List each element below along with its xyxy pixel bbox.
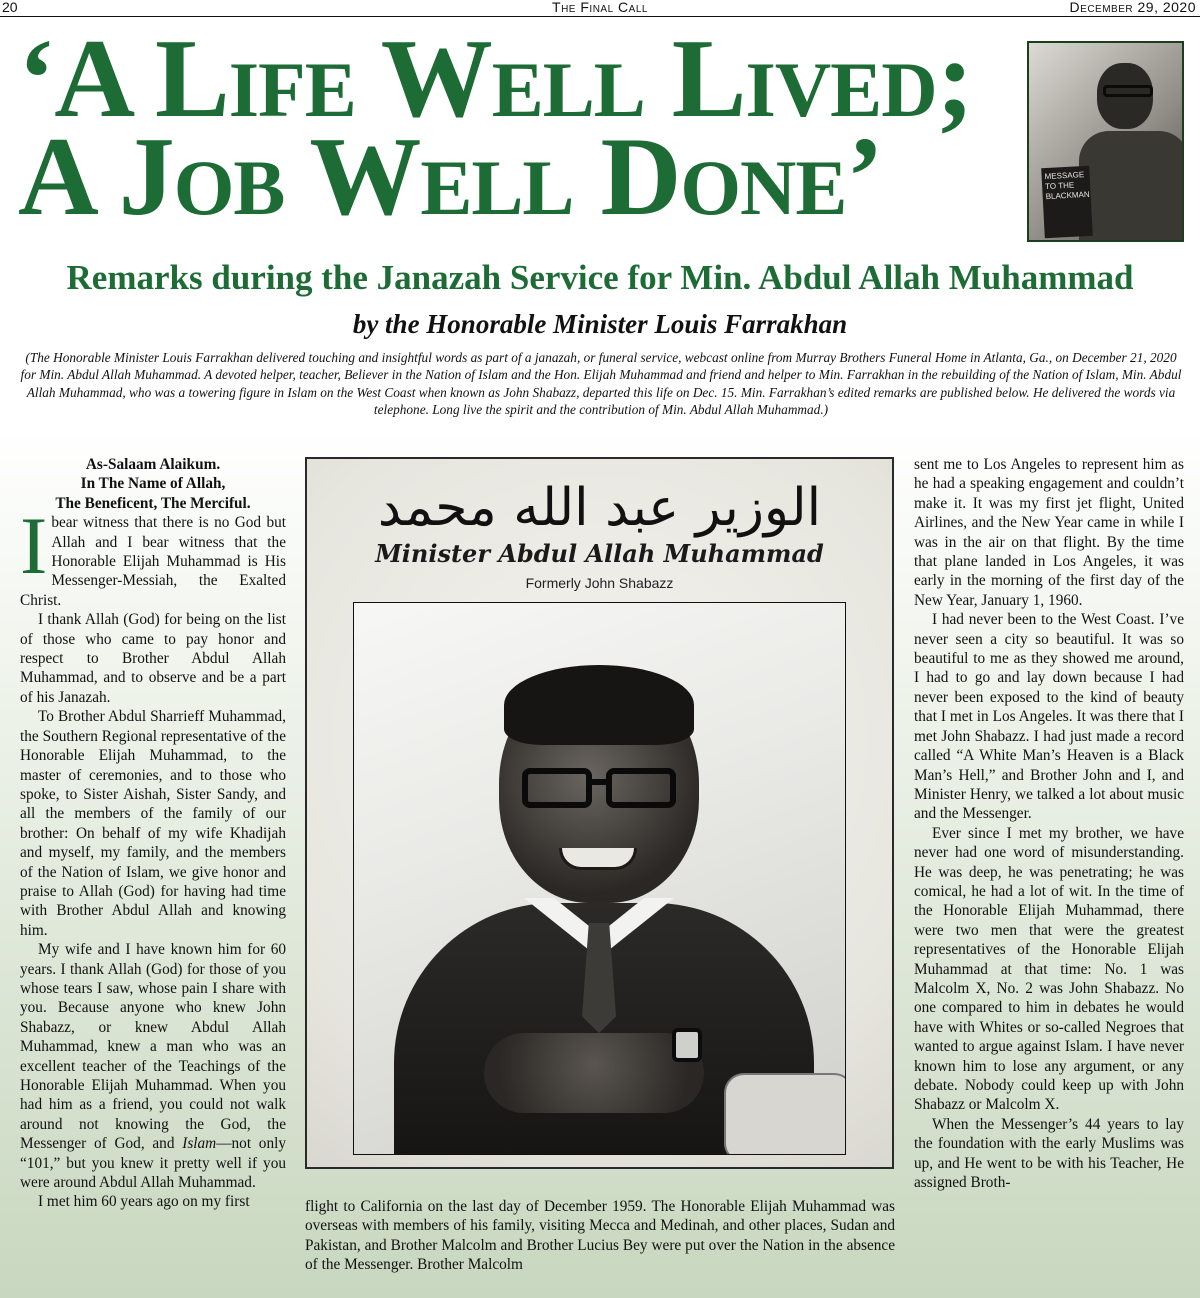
middle-paragraph: flight to California on the last day of December 1959. The Honorable Elijah Muhammad was overseas with members of his family, visiting Mecca and Medinah, and other places, Sudan and Pakistan, and Brother Malcolm and Brother Lucius Bey were put over the Nation in the absence of the Messenger. Brother Malcolm <box>305 1198 895 1274</box>
running-head <box>0 0 1200 17</box>
photo-glasses-left <box>522 768 592 808</box>
memorial-english-name: Minister Abdul Allah Muhammad <box>375 539 824 568</box>
photo-watch <box>672 1028 702 1062</box>
memorial-formerly-caption: Formerly John Shabazz <box>525 575 674 591</box>
issue-date: December 29, 2020 <box>1069 0 1196 15</box>
photo-figure-glasses <box>1103 85 1153 97</box>
memorial-card <box>305 457 894 1169</box>
salutation <box>20 455 286 513</box>
paragraph-4 <box>20 940 286 1192</box>
paragraph-5-start: I met him 60 years ago on my first <box>38 1193 250 1211</box>
right-paragraph-4: When the Messenger’s 44 years to lay the foundation with the early Muslims was up, and He went to be with his Teacher, He assigned Broth- <box>914 1115 1184 1192</box>
photo-hair <box>504 665 694 745</box>
photo-glasses-bridge <box>590 779 608 785</box>
paragraph-4-text-a: My wife and I have known him for 60 years. I thank Allah (God) for those of you whose tears I saw, whose pain I share with you. Because anyone who knew John Shabazz, or knew Abdul Allah Muhammad, knew a man who was an excellent teacher of the Teachings of the Honorable Elijah Muhammad. When you had him as a friend, you could not walk around not knowing the God, the Messenger of God, and <box>20 941 286 1153</box>
subheadline: Remarks during the Janazah Service for Min. Abdul Allah Muhammad <box>66 258 1134 297</box>
arabic-name: الوزير عبد الله محمد <box>377 478 822 538</box>
photo-glasses-right <box>606 768 676 808</box>
editor-intro: (The Honorable Minister Louis Farrakhan delivered touching and insightful words as part of a janazah, or funeral service, webcast online from Murray Brothers Funeral Home in Atlanta, Ga., on December 21, 2020 for Min. Abdul Allah Muhammad. A devoted helper, teacher, Believer in the Nation of Islam and the Hon. Elijah Muhammad and friend and helper to Min. Farrakhan in the rebuilding of the Nation of Islam, Min. Abdul Allah Muhammad, who was a towering figure in Islam on the West Coast when known as John Shabazz, departed this life on Dec. 15. Min. Farrakhan’s edited remarks are published below. He delivered the words via telephone. Long live the spirit and the contribution of Min. Abdul Allah Muhammad.) <box>20 350 1182 418</box>
photo-clasped-hands <box>484 1033 704 1113</box>
photo-book-cover: MESSAGE TO THE BLACKMAN <box>1041 166 1093 238</box>
salutation-line-2: In The Name of Allah, <box>80 475 226 493</box>
salutation-line-1: As-Salaam Alaikum. <box>85 456 221 473</box>
salutation-line-3: The Beneficent, The Merciful. <box>55 494 251 512</box>
paragraph-1-text: bear witness that there is no God but Allah and I bear witness that the Honorable Elijah Muhammad is His Messenger-Messiah, the Exalted Christ. <box>20 514 286 609</box>
headline-line-1: ‘A Life Well Lived; <box>18 17 973 141</box>
right-paragraph-2: I had never been to the West Coast. I’ve never seen a city so beautiful. It was so beautiful to me as they showed me around, I had to go and lay down because I had never been exposed to the kind of beauty that I met in Los Angeles. It was there that I met John Shabazz. I had just made a record called “A White Man’s Heaven is a Black Man’s Hell,” and Brother John and I, and Minister Henry, we talked a lot about music and the Messenger. <box>914 611 1184 823</box>
article-column-left <box>20 455 286 1285</box>
right-paragraph-3: Ever since I met my brother, we have never had one word of misunderstanding. He was deep, he was penetrating; he was comical, he had a lot of wit. In the time of the Honorable Elijah Muhammad, there were two men that were the greatest representatives of the Honorable Elijah Muhammad at that time: No. 1 was Malcolm X, No. 2 was John Shabazz. No one compared to him in debates he would have with Whites or so-called Negroes that wanted to argue against Islam. I have never known him to lose any argument, or any debate. Nobody could keep up with John Shabazz or Malcolm X. <box>914 824 1184 1114</box>
right-paragraph-1: sent me to Los Angeles to represent him as he had a speaking engagement and couldn’t make it. It was my first jet flight, United Airlines, and the New Year came in while I was in the air on that flight. By the time that plane landed in Los Angeles, it was early in the morning of the first day of the New Year, January 1, 1960. <box>914 456 1184 609</box>
headline <box>18 17 1018 239</box>
paragraph-2: I thank Allah (God) for being on the list of those who came to pay honor and respect to Brother Abdul Allah Muhammad, and to observe and be a part of his Janazah. <box>20 611 286 706</box>
photo-smile <box>559 848 637 870</box>
byline: by the Honorable Minister Louis Farrakhan <box>352 309 848 339</box>
paragraph-4-text-b: —not only “101,” but you knew it pretty well if you were around Abdul Allah Muhammad. <box>20 1135 286 1192</box>
memorial-portrait-photo <box>353 602 846 1155</box>
photo-chair <box>724 1073 846 1155</box>
paragraph-3: To Brother Abdul Sharrieff Muhammad, the Southern Regional representative of the Honorable Elijah Muhammad, to the master of ceremonies, and to those who spoke, to Sister Aishah, Sister Sandy, and all the members of the family of our brother: On behalf of my wife Khadijah and myself, my family, and the members of the Nation of Islam, we give honor and praise to Allah (God) for having had time with Brother Abdul Allah and knowing him. <box>20 708 286 939</box>
article-column-middle <box>305 1197 895 1287</box>
page-number: 20 <box>2 0 18 15</box>
drop-cap: I <box>20 500 48 592</box>
photo-figure-body <box>1079 131 1184 242</box>
publication-name: The Final Call <box>552 0 648 15</box>
portrait-photo-with-book <box>1027 41 1184 242</box>
headline-line-2: A Job Well Done’ <box>18 115 883 239</box>
article-column-right <box>914 455 1184 1285</box>
paragraph-4-islam: Islam <box>182 1135 217 1153</box>
